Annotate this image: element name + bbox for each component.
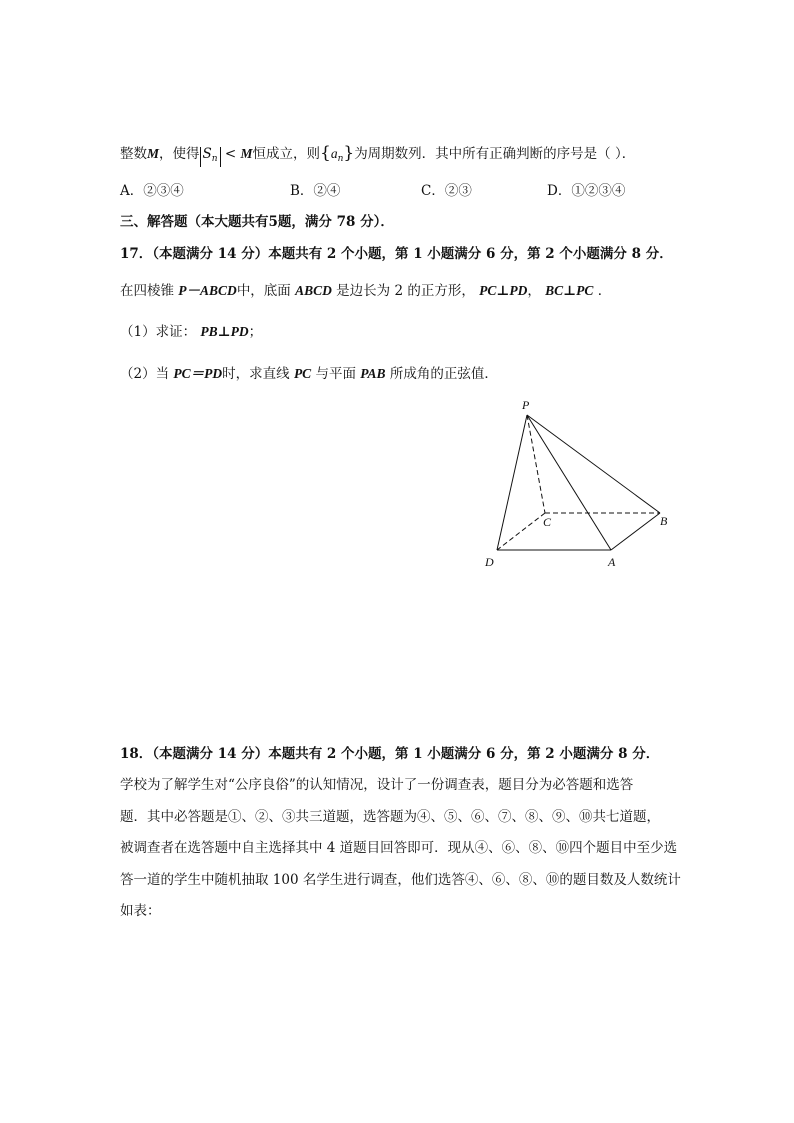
q16-holds: 恒成立，则 [252,146,320,162]
edge-PC-hidden [527,415,545,513]
q17-part2-line: PC [293,366,312,381]
q18-line-3: 被调查者在选答题中自主选择其中 4 道题目回答即可．现从④、⑥、⑧、⑩四个题目中至少选 [120,840,678,856]
q16-prefix: 整数 [120,146,147,162]
q17-header: 17．（本题满分 14 分）本题共有 2 个小题，第 1 小题满分 6 分，第 2 个小题满分 8 分． [120,246,673,262]
q17-base: ABCD [295,283,332,298]
q16-lt: < [224,146,237,162]
q16-comma-use: ，使得 [159,146,200,162]
q17-part2-plane: PAB [360,366,386,381]
q16-n2: n [337,154,344,164]
q17-part2-cond: PC＝PD [173,366,223,381]
q16-brace-close: } [343,143,355,163]
q16-n: n [211,154,218,164]
q17-pyramid: P－ABCD [178,283,237,298]
q17-cond-2: BC⊥PC [545,283,594,298]
q16-abs-Sn [200,147,221,167]
edge-PD [497,415,527,550]
q17-part2 [120,364,498,384]
q17-stem [120,281,611,301]
q17-stem-end: ． [597,283,612,299]
q17-part1-label: （1）求证： [120,324,197,340]
option-b: B．②④ [290,183,341,199]
q17-part2-mid: 时，求直线 [222,366,290,382]
q18-line-1: 学校为了解学生对“公序良俗”的认知情况，设计了一份调查表，题目分为必答题和选答 [120,777,634,793]
edge-PB [527,415,660,513]
q16-a: a [330,146,338,161]
q17-part2-mid2: 与平面 [315,366,356,382]
label-A: A [608,555,616,569]
label-C: C [543,515,552,529]
edge-PA [527,415,611,550]
q17-part2-end: 所成角的正弦值． [389,366,498,382]
q17-part2-label: （2）当 [120,366,170,382]
q16-tail-line [120,143,635,169]
label-P: P [522,398,530,412]
option-a: A．②③④ [120,183,184,199]
option-c: C．②③ [421,183,472,199]
q17-stem-1: 在四棱锥 [120,283,174,299]
edge-AB [611,513,660,550]
q17-part1-math: PB⊥PD [200,324,249,339]
q16-brace-open: { [319,143,331,163]
q17-sep: ， [527,283,541,299]
q17-part1-end: ； [248,324,263,340]
q18-header: 18．（本题满分 14 分）本题共有 2 个小题，第 1 小题满分 6 分，第 2 小题满分 8 分． [120,746,660,762]
q17-part1 [120,322,262,342]
q17-cond-1: PC⊥PD [479,283,528,298]
q17-stem-3: 是边长为 2 的正方形， [336,283,475,299]
q16-M: M [147,146,160,161]
q18-line-5: 如表： [120,903,161,919]
label-D: D [485,555,494,569]
q16-M2: M [240,146,253,161]
q16-S: S [202,146,212,162]
edge-CD-hidden [497,513,545,550]
label-B: B [660,514,668,528]
option-d: D．①②③④ [547,183,626,199]
q16-rest: 为周期数列．其中所有正确判断的序号是（ ）． [354,146,636,162]
q18-line-2: 题．其中必答题是①、②、③共三道题，选答题为④、⑤、⑥、⑦、⑧、⑨、⑩共七道题， [120,809,660,825]
q17-stem-2: 中，底面 [236,283,291,299]
q18-line-4: 答一道的学生中随机抽取 100 名学生进行调查，他们选答④、⑥、⑧、⑩的题目数及人数统计 [120,872,681,888]
section-3-heading: 三、解答题（本大题共有5题，满分 78 分）． [120,214,394,230]
